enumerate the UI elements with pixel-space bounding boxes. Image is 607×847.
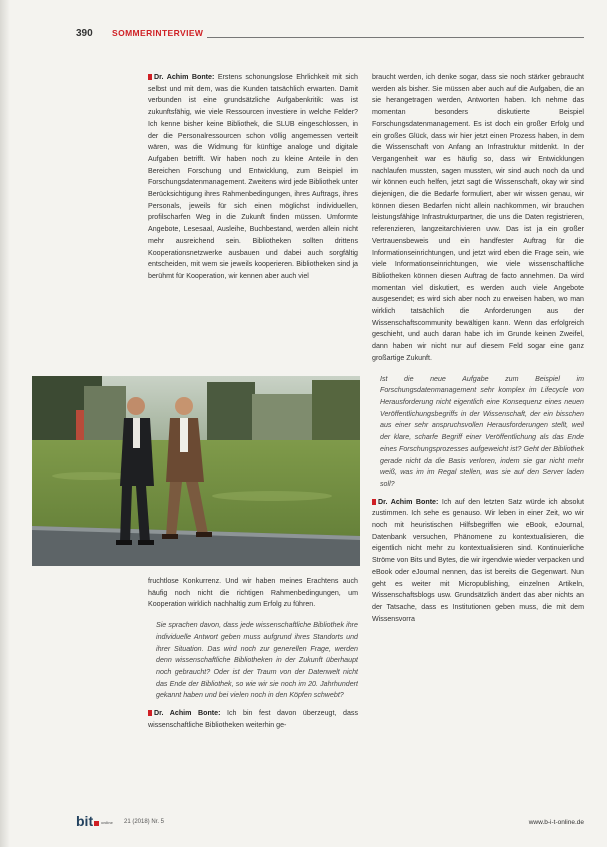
logo-subtext: online bbox=[101, 819, 113, 825]
column-2 bbox=[372, 72, 584, 798]
paragraph-text: Sie sprachen davon, dass jede wissenschaftliche Bibliothek ihre individuelle Antwort geben muss aufgrund ihres Standorts und ihrer Situation. Das wird noch zur generellen Frage, werden denn wissenschaftliche Bibliotheken in der Zukunft überhaupt noch gebraucht? Oder ist der Traum von der Datenwelt nicht das Ende der Bibliothek, so wie wir sie noch im 20. Jahrhundert gekannt haben und bei vielen noch in den Köpfen schwebt? bbox=[156, 621, 358, 700]
photo-illustration bbox=[32, 376, 360, 566]
page-edge-shadow bbox=[0, 0, 10, 847]
paragraph-text: braucht werden, ich denke sogar, dass sie noch stärker gebraucht werden als bisher. Sie müssen aber auch auf die Aufgaben, die an sie herangetragen werden, Antworten haben. Ich nehme das momentan besonders diskutierte Beispiel Forschungsdatenmanagement. Es ist doch ein großer Erfolg und ein großes Glück, dass wir hier jetzt einen Prozess haben, in dem die Wissenschaft von Anfang an Infrastruktur mitdenkt. In der Vergangenheit war es häufig so, dass wir Entwicklungen nachlaufen mussten, sagen mussten, wir sind auch noch da und wir können euch helfen, jetzt sagt die Wissenschaft, okay wir sind diejenigen, die die Bedarfe formuliert, aber wir wissen genau, wir können diesen Bedarfen nicht allein nachkommen, wir brauchen leistungsfähige Infrastrukturpartner, die uns die Daten registrieren, referenzieren, langzeitarchivieren uvw. Das ist ja ein großer Vertrauensbeweis und ein handfester Auftrag für die Informationseinrichtungen, und jetzt wird eben die Frage sein, wie viele Informationseinrichtungen, wie viele wissenschaftliche Bibliotheken können diesen Auftrag de facto annehmen. Da wird momentan viel diskutiert, es werden auch viele Angebote ausgesendet; es wird sich aber noch zu erweisen haben, wo man wirklich tatsächlich die Anforderungen aus der Wissenschaftscommunity bewältigen kann. Wenn das erfolgreich geschieht, und auch daran habe ich im Grunde keinen Zweifel, dann haben wir nicht nur auf diesem Feld sogar eine ganz großartige Zukunft. bbox=[372, 73, 584, 362]
paragraph-text: Ist die neue Aufgabe zum Beispiel im Forschungsdatenmanagement sehr komplex im Lifecycle von Herausforderung nicht eigentlich eine Konsequenz eines neuen Veröffentlichungsbegriffs in der Wissenschaft, der ein bisschen aus einer sehr anspruchsvollen Herausforderungen stellt, weil der klare, scharfe Begriff einer Veröffentlichung als das Ende eines Forschungsprozesses aufgeweicht ist? Geht der Bibliothek gerade nicht da die Basis verloren, indem sie gar nicht mehr weiß, was im im Regal stellen, was sie auf den Server laden soll? bbox=[380, 374, 584, 488]
logo-text: bit bbox=[76, 813, 94, 829]
issue-info: 21 (2018) Nr. 5 bbox=[124, 819, 165, 825]
page-number: 390 bbox=[76, 28, 93, 39]
magazine-logo bbox=[76, 813, 113, 829]
interview-question bbox=[372, 374, 584, 491]
page-footer bbox=[76, 813, 584, 829]
interview-paragraph bbox=[148, 576, 358, 611]
paragraph-text: Ich auf den letzten Satz würde ich absolut zustimmen. Ich sehe es genauso. Wir leben in einer Zeit, wo wir noch mit heuristischen Hilfsbegriffen wie eBook, eJournal, Datenbank versuchen, Phänomene zu kontextualisieren, die eigentlich nicht mehr zu kontextualisieren sind. Kontinuierliche Ströme von Bits und Bytes, die wir irgendwie wieder verpacken und eBook oder eJournal nennen, das ist bereits die Gegenwart. Nun geht es weiter mit Micropublishing, einzelnen Artikeln, Wissenschaftsblogs usw. Grundsätzlich ändert das aber nichts an der Tatsache, dass es Institutionen geben muss, die mit dem Wissensvorra bbox=[372, 497, 584, 623]
column-1-bottom bbox=[148, 576, 358, 798]
paragraph-text: Erstens schonungslose Ehrlichkeit mit sich selbst und mit dem, was die Kunden tatsächlich erwarten. Damit verbunden ist eine grundsätzliche Aufgabenkritik: was ist zukunftsfähig, wie viele Ressourcen investiere in welche Felder? Ich kenne bisher keine Bibliothek, die SLUB eingeschlossen, in der die Personalressourcen schon völlig angemessen verteilt wären, was die Widmung für künftige analoge und digitale Aufgaben betrifft. Wir haben noch zu kleine Anteile in den Bereichen Forschung und Entwicklung, zum Beispiel im Forschungsdatenmanagement. Zweitens wird jede Bibliothek unter Berücksichtigung ihres Rahmenbedingungen, ihres Auftrags, ihres Personals, jeweils für sich einen möglichst individuellen, profilscharfen Weg in die Zukunft finden müssen. Umformte Angebote, Lesesaal, Ausleihe, Buchbestand, werden allein nicht mehr ausreichend sein. Bibliotheken sollten drittens Kooperationsnetzwerke ausbauen und dabei auch sorgfältig entscheiden, mit wem sie jeweils kooperieren. Bibliotheken sind ja berühmt für Kooperation, wir kennen aber auch viel bbox=[148, 73, 358, 280]
paragraph-text: fruchtlose Konkurrenz. Und wir haben meines Erachtens auch häufig noch nicht die richtigen Rahmenbedingungen, um Kooperation wirklich nachhaltig zum Erfolg zu führen. bbox=[148, 577, 358, 609]
paragraph-text: Ich bin fest davon überzeugt, dass wissenschaftliche Bibliotheken weiterhin ge- bbox=[148, 709, 358, 729]
header-rule bbox=[207, 37, 584, 38]
interview-paragraph bbox=[148, 708, 358, 731]
column-1-top bbox=[148, 72, 358, 376]
interview-paragraph bbox=[148, 72, 358, 283]
page-header bbox=[76, 28, 584, 42]
logo-dot-icon bbox=[94, 821, 99, 826]
section-title: SOMMERINTERVIEW bbox=[112, 28, 204, 38]
footer-url[interactable]: www.b-i-t-online.de bbox=[528, 819, 584, 826]
interview-photo bbox=[32, 376, 360, 566]
interview-paragraph bbox=[372, 497, 584, 626]
speaker-name: Dr. Achim Bonte: bbox=[148, 73, 218, 81]
speaker-name: Dr. Achim Bonte: bbox=[372, 498, 442, 506]
speaker-name: Dr. Achim Bonte: bbox=[148, 709, 227, 717]
interview-question bbox=[148, 620, 358, 702]
interview-paragraph bbox=[372, 72, 584, 365]
